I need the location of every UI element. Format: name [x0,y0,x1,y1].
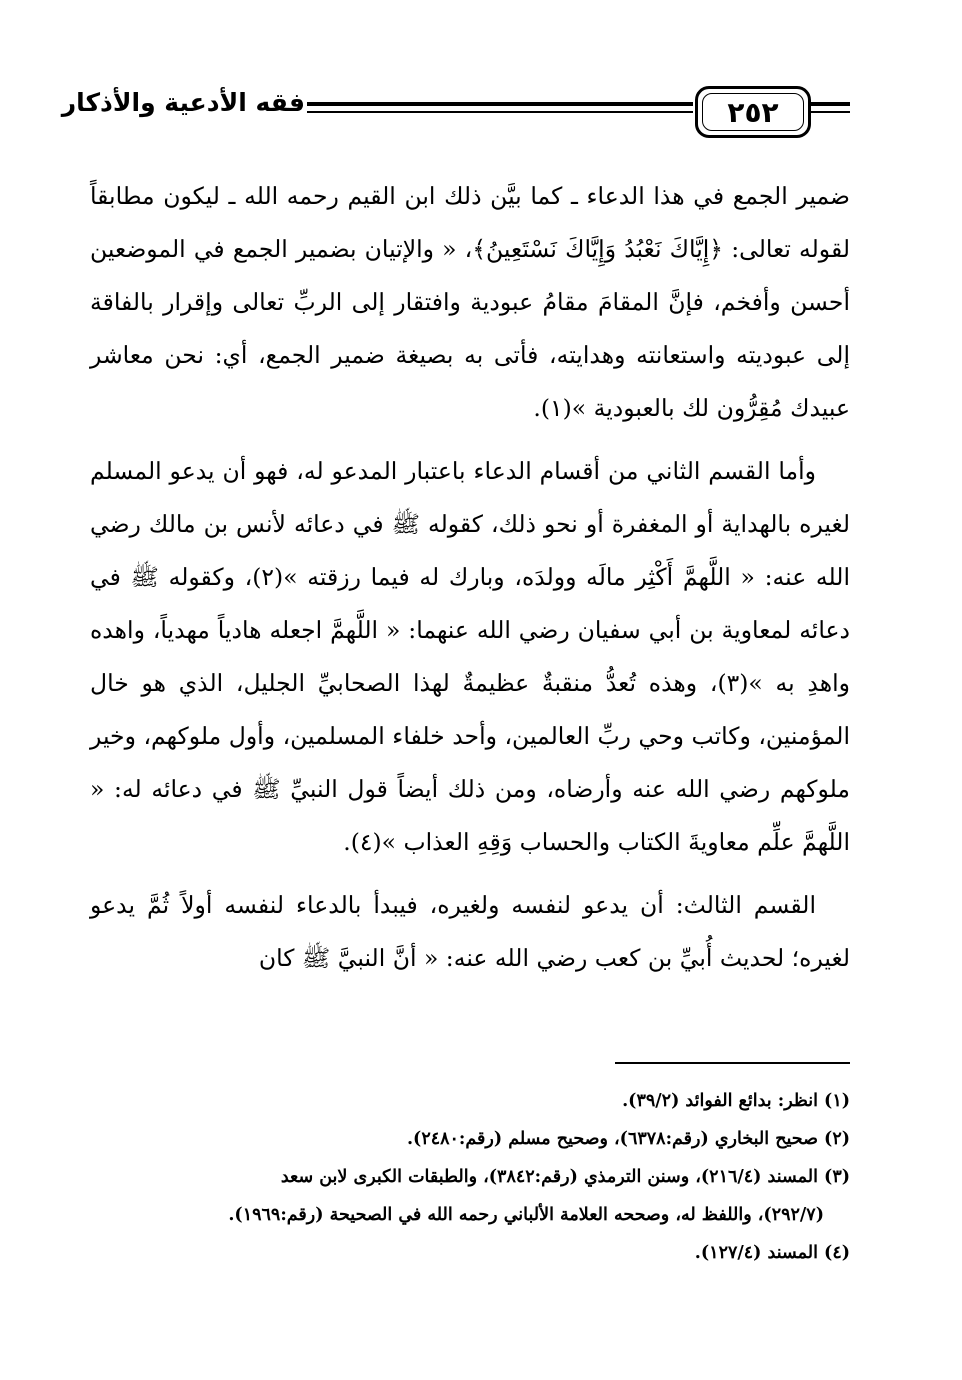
header-rule-right [809,102,850,113]
main-text [90,170,850,995]
footnote-4: (٤) المسند (١٢٧/٤). [694,1243,850,1263]
page-header [61,80,850,140]
footnote-divider [615,1062,850,1064]
paragraph-2: وأما القسم الثاني من أقسام الدعاء باعتبار المدعو له، فهو أن يدعو المسلم لغيره بالهداية أو المغفرة أو نحو ذلك، كقوله ﷺ في دعائه لأنس بن مالك رضي الله عنه: « اللَّهمَّ أَكْثِر مالَه وولدَه، وبارك له فيما رزقته »(٢)، وكقوله ﷺ في دعائه لمعاوية بن أبي سفيان رضي الله عنهما: « اللَّهمَّ اجعله هادياً مهدياً، واهده واهدِ به »(٣)، وهذه تُعدُّ منقبةٌ عظيمةٌ لهذا الصحابيِّ الجليل، الذي هو خال المؤمنين، وكاتب وحي ربِّ العالمين، وأحد خلفاء المسلمين، وأول ملوكهم، وخير ملوكهم رضي الله عنه وأرضاه، ومن ذلك أيضاً قول النبيِّ ﷺ في دعائه له: « اللَّهمَّ علِّم معاويةَ الكتاب والحساب وَقِهِ العذاب »(٤). [90,457,851,856]
footnote-3-continued: (٢٩٢/٧)، واللفظ له، وصححه العلامة الألباني رحمه الله في الصحيحة (رقم:١٩٦٩). [228,1205,824,1225]
header-rule-left [307,102,693,113]
footnote-1: (١) انظر: بدائع الفوائد (٣٩/٢). [622,1091,850,1111]
footnotes [90,1082,850,1272]
paragraph-1: ضمير الجمع في هذا الدعاء ـ كما بيَّن ذلك ابن القيم رحمه الله ـ ليكون مطابقاً لقوله تعالى: ﴿إِيَّاكَ نَعْبُدُ وَإِيَّاكَ نَسْتَعِينُ﴾، « والإتيان بضمير الجمع في الموضعين أحسن وأفخم، فإنَّ المقامَ مقامُ عبودية وافتقار إلى الربِّ تعالى وإقرار بالفاقة إلى عبوديته واستعانته وهدايته، فأتى به بصيغة ضمير الجمع، أي: نحن معاشر عبيدك مُقِرُّون لك بالعبودية »(١). [90,182,850,422]
footnote-3: (٣) المسند (٢١٦/٤)، وسنن الترمذي (رقم:٣٨٤٢)، والطبقات الكبرى لابن سعد [280,1167,850,1187]
paragraph-3: القسم الثالث: أن يدعو لنفسه ولغيره، فيبدأ بالدعاء لنفسه أولاً ثُمَّ يدعو لغيره؛ لحديث أُبيِّ بن كعب رضي الله عنه: « أنَّ النبيَّ ﷺ كان [90,891,850,972]
page-number [695,86,811,138]
footnote-2: (٢) صحيح البخاري (رقم:٦٣٧٨)، وصحيح مسلم (رقم:٢٤٨٠). [406,1129,850,1149]
running-title: فقه الأدعية والأذكار [61,88,305,117]
page-number-text: ٢٥٢ [727,95,779,129]
